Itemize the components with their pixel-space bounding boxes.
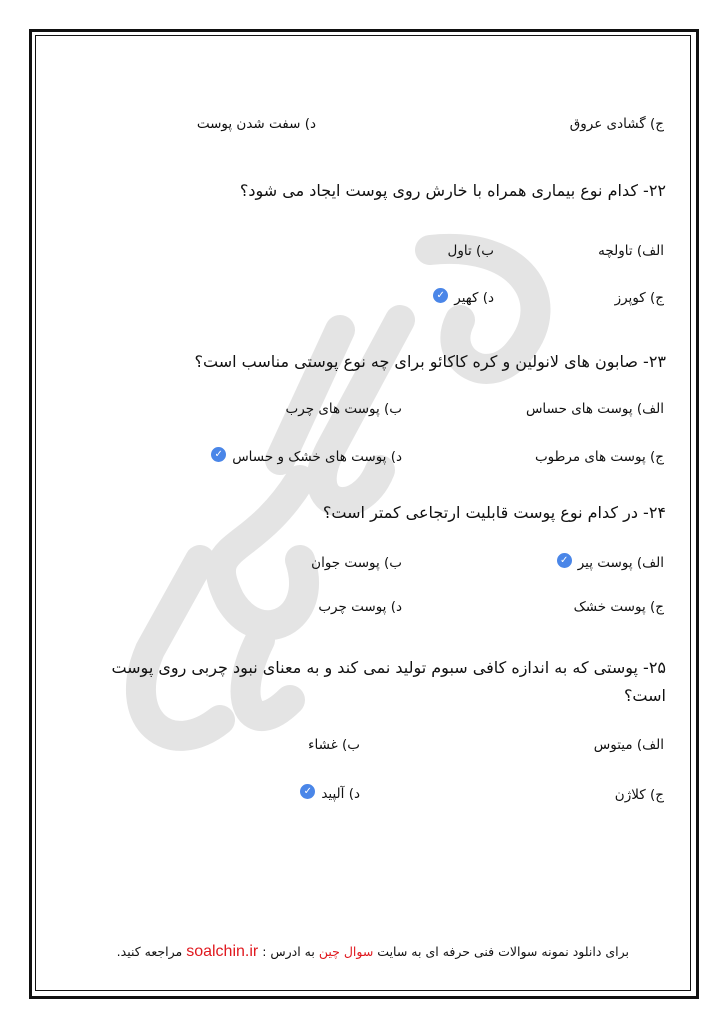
option-a-correct <box>557 553 664 571</box>
question-22: ۲۲- کدام نوع بیماری همراه با خارش روی پوست ایجاد می شود؟ <box>239 181 666 200</box>
option-c: ج) کلاژن <box>614 787 664 803</box>
option-a: الف) تاولچه <box>598 243 664 259</box>
option-d: د) پوست چرب <box>318 599 402 615</box>
option-a: الف) پوست های حساس <box>525 401 664 417</box>
option-b: ب) تاول <box>447 243 494 259</box>
option-label: د) آلپید <box>321 786 360 802</box>
option-c: ج) گشادی عروق <box>569 116 664 132</box>
question-25: ۲۵- پوستی که به اندازه کافی سبوم تولید نمی کند و به معنای نبود چربی روی پوست است؟ <box>111 658 666 705</box>
option-d-correct <box>300 784 360 802</box>
option-c: ج) پوست های مرطوب <box>534 449 664 465</box>
option-label: د) پوست های خشک و حساس <box>232 449 402 465</box>
option-d: د) سفت شدن پوست <box>196 116 316 132</box>
footer-note <box>117 943 629 961</box>
option-label: د) کهیر <box>454 290 494 306</box>
question-23: ۲۳- صابون های لانولین و کره کاکائو برای چه نوع پوستی مناسب است؟ <box>194 352 666 371</box>
option-c: ج) پوست خشک <box>573 599 664 615</box>
site-url-link[interactable]: soalchin.ir <box>186 943 259 960</box>
option-label: الف) پوست پیر <box>577 555 664 571</box>
option-b: ب) پوست های چرب <box>285 401 402 417</box>
footer-text: مراجعه کنید. <box>116 944 187 959</box>
check-icon: ✓ <box>300 784 315 799</box>
option-b: ب) غشاء <box>308 737 360 753</box>
check-icon: ✓ <box>211 447 226 462</box>
option-d-correct <box>433 288 494 306</box>
footer-text: برای دانلود نمونه سوالات فنی حرفه ای به سایت <box>373 944 629 959</box>
check-icon: ✓ <box>557 553 572 568</box>
option-a: الف) میتوس <box>593 737 664 753</box>
check-icon: ✓ <box>433 288 448 303</box>
site-name: سوال چین <box>318 944 374 959</box>
option-d-correct <box>211 447 402 465</box>
question-24: ۲۴- در کدام نوع پوست قابلیت ارتجاعی کمتر است؟ <box>322 503 666 522</box>
option-b: ب) پوست جوان <box>311 555 402 571</box>
option-c: ج) کوپرز <box>614 290 664 306</box>
footer-text: به ادرس : <box>258 944 319 959</box>
